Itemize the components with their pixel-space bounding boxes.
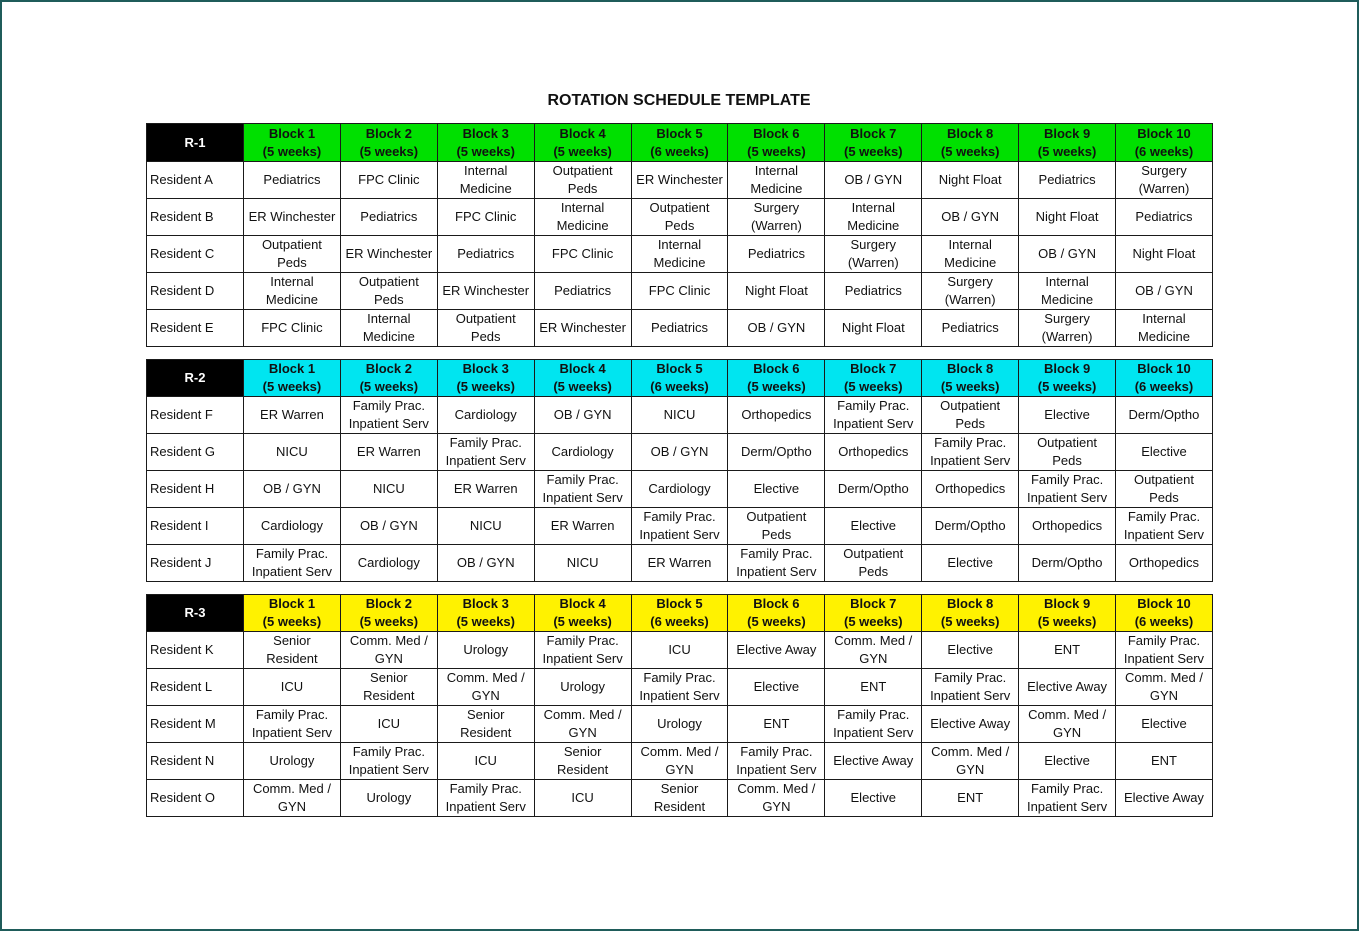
rotation-cell: Family Prac. Inpatient Serv (728, 743, 825, 780)
table-row (147, 397, 1213, 434)
spacer-cell (147, 582, 1213, 595)
block-name: Block 4 (559, 125, 606, 141)
rotation-cell: Comm. Med / GYN (631, 743, 728, 780)
rotation-cell: Urology (340, 780, 437, 817)
rotation-cell: Outpatient Peds (244, 236, 341, 273)
rotation-cell: Pediatrics (534, 273, 631, 310)
rotation-cell: Internal Medicine (1116, 310, 1213, 347)
section-label: R-2 (147, 360, 244, 397)
resident-name: Resident L (147, 669, 244, 706)
resident-name: Resident A (147, 162, 244, 199)
rotation-cell: Family Prac. Inpatient Serv (1116, 632, 1213, 669)
rotation-cell: Internal Medicine (631, 236, 728, 273)
section-header-row (147, 124, 1213, 162)
block-name: Block 7 (850, 125, 897, 141)
rotation-cell: Cardiology (340, 545, 437, 582)
block-name: Block 5 (656, 125, 703, 141)
block-header (1116, 360, 1213, 397)
block-header (728, 124, 825, 162)
rotation-cell: Pediatrics (1019, 162, 1116, 199)
rotation-cell: FPC Clinic (631, 273, 728, 310)
rotation-cell: Surgery (Warren) (1116, 162, 1213, 199)
table-row (147, 434, 1213, 471)
rotation-cell: Family Prac. Inpatient Serv (534, 632, 631, 669)
rotation-cell: Derm/Optho (825, 471, 922, 508)
rotation-cell: Surgery (Warren) (1019, 310, 1116, 347)
block-header (631, 360, 728, 397)
block-header (1116, 595, 1213, 632)
block-name: Block 10 (1137, 125, 1191, 141)
section-label: R-3 (147, 595, 244, 632)
rotation-cell: Urology (534, 669, 631, 706)
block-weeks: (5 weeks) (456, 379, 515, 394)
rotation-cell: NICU (340, 471, 437, 508)
block-weeks: (5 weeks) (262, 379, 322, 394)
rotation-cell: Pediatrics (1116, 199, 1213, 236)
rotation-cell: FPC Clinic (437, 199, 534, 236)
block-weeks: (5 weeks) (359, 143, 419, 159)
block-weeks: (5 weeks) (359, 379, 419, 394)
rotation-cell: Comm. Med / GYN (728, 780, 825, 817)
spacer-cell (147, 347, 1213, 360)
block-header (534, 595, 631, 632)
block-header (631, 124, 728, 162)
rotation-cell: Internal Medicine (534, 199, 631, 236)
resident-name: Resident I (147, 508, 244, 545)
block-weeks: (5 weeks) (553, 379, 612, 394)
block-name: Block 6 (753, 125, 800, 141)
rotation-cell: Family Prac. Inpatient Serv (1019, 471, 1116, 508)
rotation-cell: Elective (1019, 743, 1116, 780)
rotation-cell: Orthopedics (1116, 545, 1213, 582)
table-row (147, 508, 1213, 545)
section-header-row (147, 360, 1213, 397)
rotation-cell: Family Prac. Inpatient Serv (728, 545, 825, 582)
rotation-cell: ER Winchester (631, 162, 728, 199)
resident-name: Resident H (147, 471, 244, 508)
rotation-cell: ICU (631, 632, 728, 669)
rotation-cell: Urology (244, 743, 341, 780)
block-header (340, 124, 437, 162)
block-name: Block 10 (1137, 596, 1191, 611)
block-name: Block 2 (365, 596, 412, 611)
block-name: Block 4 (559, 596, 606, 611)
rotation-cell: Urology (437, 632, 534, 669)
rotation-cell: Pediatrics (631, 310, 728, 347)
block-weeks: (5 weeks) (747, 143, 806, 159)
rotation-cell: Senior Resident (631, 780, 728, 817)
rotation-cell: Outpatient Peds (1116, 471, 1213, 508)
rotation-cell: Outpatient Peds (340, 273, 437, 310)
block-weeks: (5 weeks) (1037, 379, 1097, 394)
table-row (147, 199, 1213, 236)
block-weeks: (6 weeks) (1134, 143, 1194, 159)
rotation-cell: Family Prac. Inpatient Serv (244, 545, 341, 582)
block-name: Block 1 (268, 596, 316, 611)
rotation-cell: ER Warren (534, 508, 631, 545)
rotation-cell: OB / GYN (922, 199, 1019, 236)
rotation-schedule-table (146, 123, 1213, 817)
rotation-cell: Outpatient Peds (437, 310, 534, 347)
rotation-cell: OB / GYN (1116, 273, 1213, 310)
rotation-cell: Elective (1116, 434, 1213, 471)
rotation-cell: Comm. Med / GYN (825, 632, 922, 669)
block-name: Block 1 (268, 125, 316, 141)
block-weeks: (5 weeks) (456, 143, 515, 159)
table-row (147, 310, 1213, 347)
block-name: Block 9 (1043, 361, 1091, 376)
block-header (340, 360, 437, 397)
rotation-cell: OB / GYN (1019, 236, 1116, 273)
block-name: Block 7 (850, 596, 897, 611)
block-weeks: (5 weeks) (844, 614, 903, 629)
block-name: Block 3 (462, 125, 509, 141)
block-header (1019, 124, 1116, 162)
rotation-cell: ENT (825, 669, 922, 706)
rotation-cell: Family Prac. Inpatient Serv (631, 669, 728, 706)
rotation-cell: Outpatient Peds (534, 162, 631, 199)
table-row (147, 545, 1213, 582)
block-name: Block 5 (656, 596, 703, 611)
rotation-cell: Pediatrics (437, 236, 534, 273)
resident-name: Resident E (147, 310, 244, 347)
block-header (825, 595, 922, 632)
block-name: Block 8 (947, 596, 994, 611)
table-row (147, 632, 1213, 669)
rotation-cell: Night Float (728, 273, 825, 310)
rotation-cell: Pediatrics (922, 310, 1019, 347)
rotation-cell: OB / GYN (437, 545, 534, 582)
block-name: Block 9 (1043, 125, 1091, 141)
table-row (147, 236, 1213, 273)
rotation-cell: Family Prac. Inpatient Serv (1019, 780, 1116, 817)
table-row (147, 273, 1213, 310)
rotation-cell: Cardiology (437, 397, 534, 434)
rotation-cell: Derm/Optho (1019, 545, 1116, 582)
rotation-cell: Pediatrics (244, 162, 341, 199)
rotation-cell: Outpatient Peds (631, 199, 728, 236)
rotation-cell: ENT (1116, 743, 1213, 780)
resident-name: Resident F (147, 397, 244, 434)
rotation-cell: ER Winchester (437, 273, 534, 310)
rotation-cell: ER Warren (631, 545, 728, 582)
rotation-cell: ER Winchester (534, 310, 631, 347)
resident-name: Resident G (147, 434, 244, 471)
block-weeks: (5 weeks) (262, 614, 322, 629)
block-weeks: (5 weeks) (940, 614, 1000, 629)
rotation-cell: Comm. Med / GYN (244, 780, 341, 817)
rotation-cell: Night Float (922, 162, 1019, 199)
rotation-cell: FPC Clinic (534, 236, 631, 273)
rotation-cell: ER Warren (244, 397, 341, 434)
rotation-cell: OB / GYN (244, 471, 341, 508)
block-header (437, 360, 534, 397)
rotation-cell: Comm. Med / GYN (1019, 706, 1116, 743)
rotation-cell: Surgery (Warren) (825, 236, 922, 273)
block-name: Block 3 (462, 361, 509, 376)
rotation-cell: NICU (437, 508, 534, 545)
rotation-cell: ER Winchester (244, 199, 341, 236)
block-name: Block 1 (268, 361, 316, 376)
table-row (147, 743, 1213, 780)
rotation-cell: Elective (825, 780, 922, 817)
rotation-cell: Senior Resident (534, 743, 631, 780)
rotation-cell: NICU (631, 397, 728, 434)
rotation-cell: Night Float (825, 310, 922, 347)
rotation-cell: NICU (534, 545, 631, 582)
resident-name: Resident O (147, 780, 244, 817)
rotation-cell: ICU (534, 780, 631, 817)
table-row (147, 780, 1213, 817)
block-header (244, 595, 341, 632)
table-row (147, 162, 1213, 199)
rotation-cell: ENT (1019, 632, 1116, 669)
rotation-cell: Comm. Med / GYN (340, 632, 437, 669)
block-weeks: (5 weeks) (844, 379, 903, 394)
rotation-cell: Family Prac. Inpatient Serv (437, 780, 534, 817)
rotation-cell: Family Prac. Inpatient Serv (922, 669, 1019, 706)
rotation-cell: Elective Away (728, 632, 825, 669)
rotation-cell: ICU (340, 706, 437, 743)
rotation-cell: Cardiology (534, 434, 631, 471)
block-header (922, 595, 1019, 632)
block-weeks: (6 weeks) (1134, 614, 1194, 629)
block-weeks: (5 weeks) (940, 143, 1000, 159)
resident-name: Resident C (147, 236, 244, 273)
rotation-cell: ER Winchester (340, 236, 437, 273)
rotation-cell: Family Prac. Inpatient Serv (825, 706, 922, 743)
resident-name: Resident D (147, 273, 244, 310)
section-spacer (147, 582, 1213, 595)
block-name: Block 4 (559, 361, 606, 376)
block-weeks: (5 weeks) (359, 614, 419, 629)
rotation-cell: Family Prac. Inpatient Serv (437, 434, 534, 471)
block-weeks: (5 weeks) (1037, 614, 1097, 629)
rotation-cell: Night Float (1019, 199, 1116, 236)
rotation-cell: FPC Clinic (340, 162, 437, 199)
rotation-cell: Derm/Optho (728, 434, 825, 471)
rotation-cell: Comm. Med / GYN (1116, 669, 1213, 706)
block-header (631, 595, 728, 632)
rotation-cell: Surgery (Warren) (922, 273, 1019, 310)
rotation-cell: NICU (244, 434, 341, 471)
rotation-cell: Family Prac. Inpatient Serv (244, 706, 341, 743)
block-name: Block 8 (947, 361, 994, 376)
rotation-cell: Internal Medicine (825, 199, 922, 236)
block-header (244, 124, 341, 162)
rotation-cell: Elective Away (922, 706, 1019, 743)
block-header (534, 360, 631, 397)
block-name: Block 5 (656, 361, 703, 376)
rotation-cell: Elective (1116, 706, 1213, 743)
rotation-cell: Elective (922, 545, 1019, 582)
rotation-cell: Urology (631, 706, 728, 743)
rotation-cell: Family Prac. Inpatient Serv (1116, 508, 1213, 545)
rotation-cell: ER Warren (437, 471, 534, 508)
rotation-cell: Orthopedics (728, 397, 825, 434)
rotation-cell: Comm. Med / GYN (534, 706, 631, 743)
block-header (922, 360, 1019, 397)
rotation-cell: Family Prac. Inpatient Serv (340, 397, 437, 434)
rotation-cell: OB / GYN (728, 310, 825, 347)
block-name: Block 10 (1137, 361, 1191, 376)
rotation-cell: Family Prac. Inpatient Serv (340, 743, 437, 780)
rotation-cell: Orthopedics (1019, 508, 1116, 545)
rotation-cell: Family Prac. Inpatient Serv (534, 471, 631, 508)
rotation-cell: FPC Clinic (244, 310, 341, 347)
rotation-cell: OB / GYN (825, 162, 922, 199)
rotation-cell: Elective Away (1019, 669, 1116, 706)
block-header (437, 595, 534, 632)
rotation-cell: Internal Medicine (244, 273, 341, 310)
rotation-cell: Elective (728, 471, 825, 508)
rotation-cell: Elective (825, 508, 922, 545)
rotation-cell: Elective (728, 669, 825, 706)
rotation-cell: ER Warren (340, 434, 437, 471)
rotation-cell: Elective Away (1116, 780, 1213, 817)
rotation-cell: Pediatrics (728, 236, 825, 273)
block-weeks: (5 weeks) (456, 614, 515, 629)
block-name: Block 2 (365, 361, 412, 376)
rotation-cell: Pediatrics (340, 199, 437, 236)
block-weeks: (6 weeks) (650, 379, 709, 394)
block-weeks: (6 weeks) (650, 143, 709, 159)
rotation-cell: Senior Resident (437, 706, 534, 743)
resident-name: Resident M (147, 706, 244, 743)
section-label: R-1 (147, 124, 244, 162)
block-weeks: (5 weeks) (844, 143, 903, 159)
rotation-cell: Comm. Med / GYN (437, 669, 534, 706)
block-name: Block 6 (753, 596, 800, 611)
rotation-cell: Derm/Optho (922, 508, 1019, 545)
section-header-row (147, 595, 1213, 632)
block-name: Block 2 (365, 125, 412, 141)
rotation-cell: Orthopedics (922, 471, 1019, 508)
block-header (1019, 360, 1116, 397)
rotation-cell: Internal Medicine (922, 236, 1019, 273)
rotation-cell: Family Prac. Inpatient Serv (922, 434, 1019, 471)
block-weeks: (5 weeks) (747, 379, 806, 394)
rotation-cell: Cardiology (631, 471, 728, 508)
table-row (147, 706, 1213, 743)
block-weeks: (5 weeks) (940, 379, 1000, 394)
block-header (244, 360, 341, 397)
block-header (1019, 595, 1116, 632)
rotation-cell: OB / GYN (534, 397, 631, 434)
rotation-cell: Senior Resident (340, 669, 437, 706)
rotation-cell: OB / GYN (631, 434, 728, 471)
rotation-cell: Internal Medicine (728, 162, 825, 199)
block-name: Block 3 (462, 596, 509, 611)
block-header (728, 595, 825, 632)
block-weeks: (6 weeks) (650, 614, 709, 629)
rotation-cell: Outpatient Peds (922, 397, 1019, 434)
page-title: ROTATION SCHEDULE TEMPLATE (547, 92, 811, 109)
block-weeks: (5 weeks) (747, 614, 806, 629)
rotation-cell: Cardiology (244, 508, 341, 545)
block-name: Block 9 (1043, 596, 1091, 611)
block-weeks: (5 weeks) (1037, 143, 1097, 159)
rotation-cell: Orthopedics (825, 434, 922, 471)
block-header (534, 124, 631, 162)
table-row (147, 471, 1213, 508)
rotation-cell: Pediatrics (825, 273, 922, 310)
block-weeks: (6 weeks) (1134, 379, 1194, 394)
resident-name: Resident K (147, 632, 244, 669)
rotation-cell: Derm/Optho (1116, 397, 1213, 434)
resident-name: Resident N (147, 743, 244, 780)
rotation-cell: ENT (922, 780, 1019, 817)
rotation-cell: Senior Resident (244, 632, 341, 669)
rotation-cell: Internal Medicine (437, 162, 534, 199)
resident-name: Resident B (147, 199, 244, 236)
rotation-cell: Family Prac. Inpatient Serv (631, 508, 728, 545)
block-name: Block 8 (947, 125, 994, 141)
block-name: Block 7 (850, 361, 897, 376)
block-header (728, 360, 825, 397)
block-name: Block 6 (753, 361, 800, 376)
rotation-cell: Family Prac. Inpatient Serv (825, 397, 922, 434)
resident-name: Resident J (147, 545, 244, 582)
rotation-cell: Comm. Med / GYN (922, 743, 1019, 780)
block-weeks: (5 weeks) (262, 143, 322, 159)
rotation-cell: Elective Away (825, 743, 922, 780)
block-header (340, 595, 437, 632)
rotation-cell: Surgery (Warren) (728, 199, 825, 236)
block-header (825, 360, 922, 397)
rotation-cell: Outpatient Peds (825, 545, 922, 582)
rotation-cell: ENT (728, 706, 825, 743)
rotation-cell: OB / GYN (340, 508, 437, 545)
rotation-cell: ICU (437, 743, 534, 780)
rotation-cell: Elective (1019, 397, 1116, 434)
rotation-cell: Internal Medicine (1019, 273, 1116, 310)
rotation-cell: Outpatient Peds (728, 508, 825, 545)
table-row (147, 669, 1213, 706)
rotation-cell: Outpatient Peds (1019, 434, 1116, 471)
block-weeks: (5 weeks) (553, 614, 612, 629)
rotation-cell: ICU (244, 669, 341, 706)
block-weeks: (5 weeks) (553, 143, 612, 159)
rotation-cell: Internal Medicine (340, 310, 437, 347)
section-spacer (147, 347, 1213, 360)
rotation-cell: Elective (922, 632, 1019, 669)
rotation-cell: Night Float (1116, 236, 1213, 273)
block-header (437, 124, 534, 162)
block-header (922, 124, 1019, 162)
block-header (1116, 124, 1213, 162)
block-header (825, 124, 922, 162)
